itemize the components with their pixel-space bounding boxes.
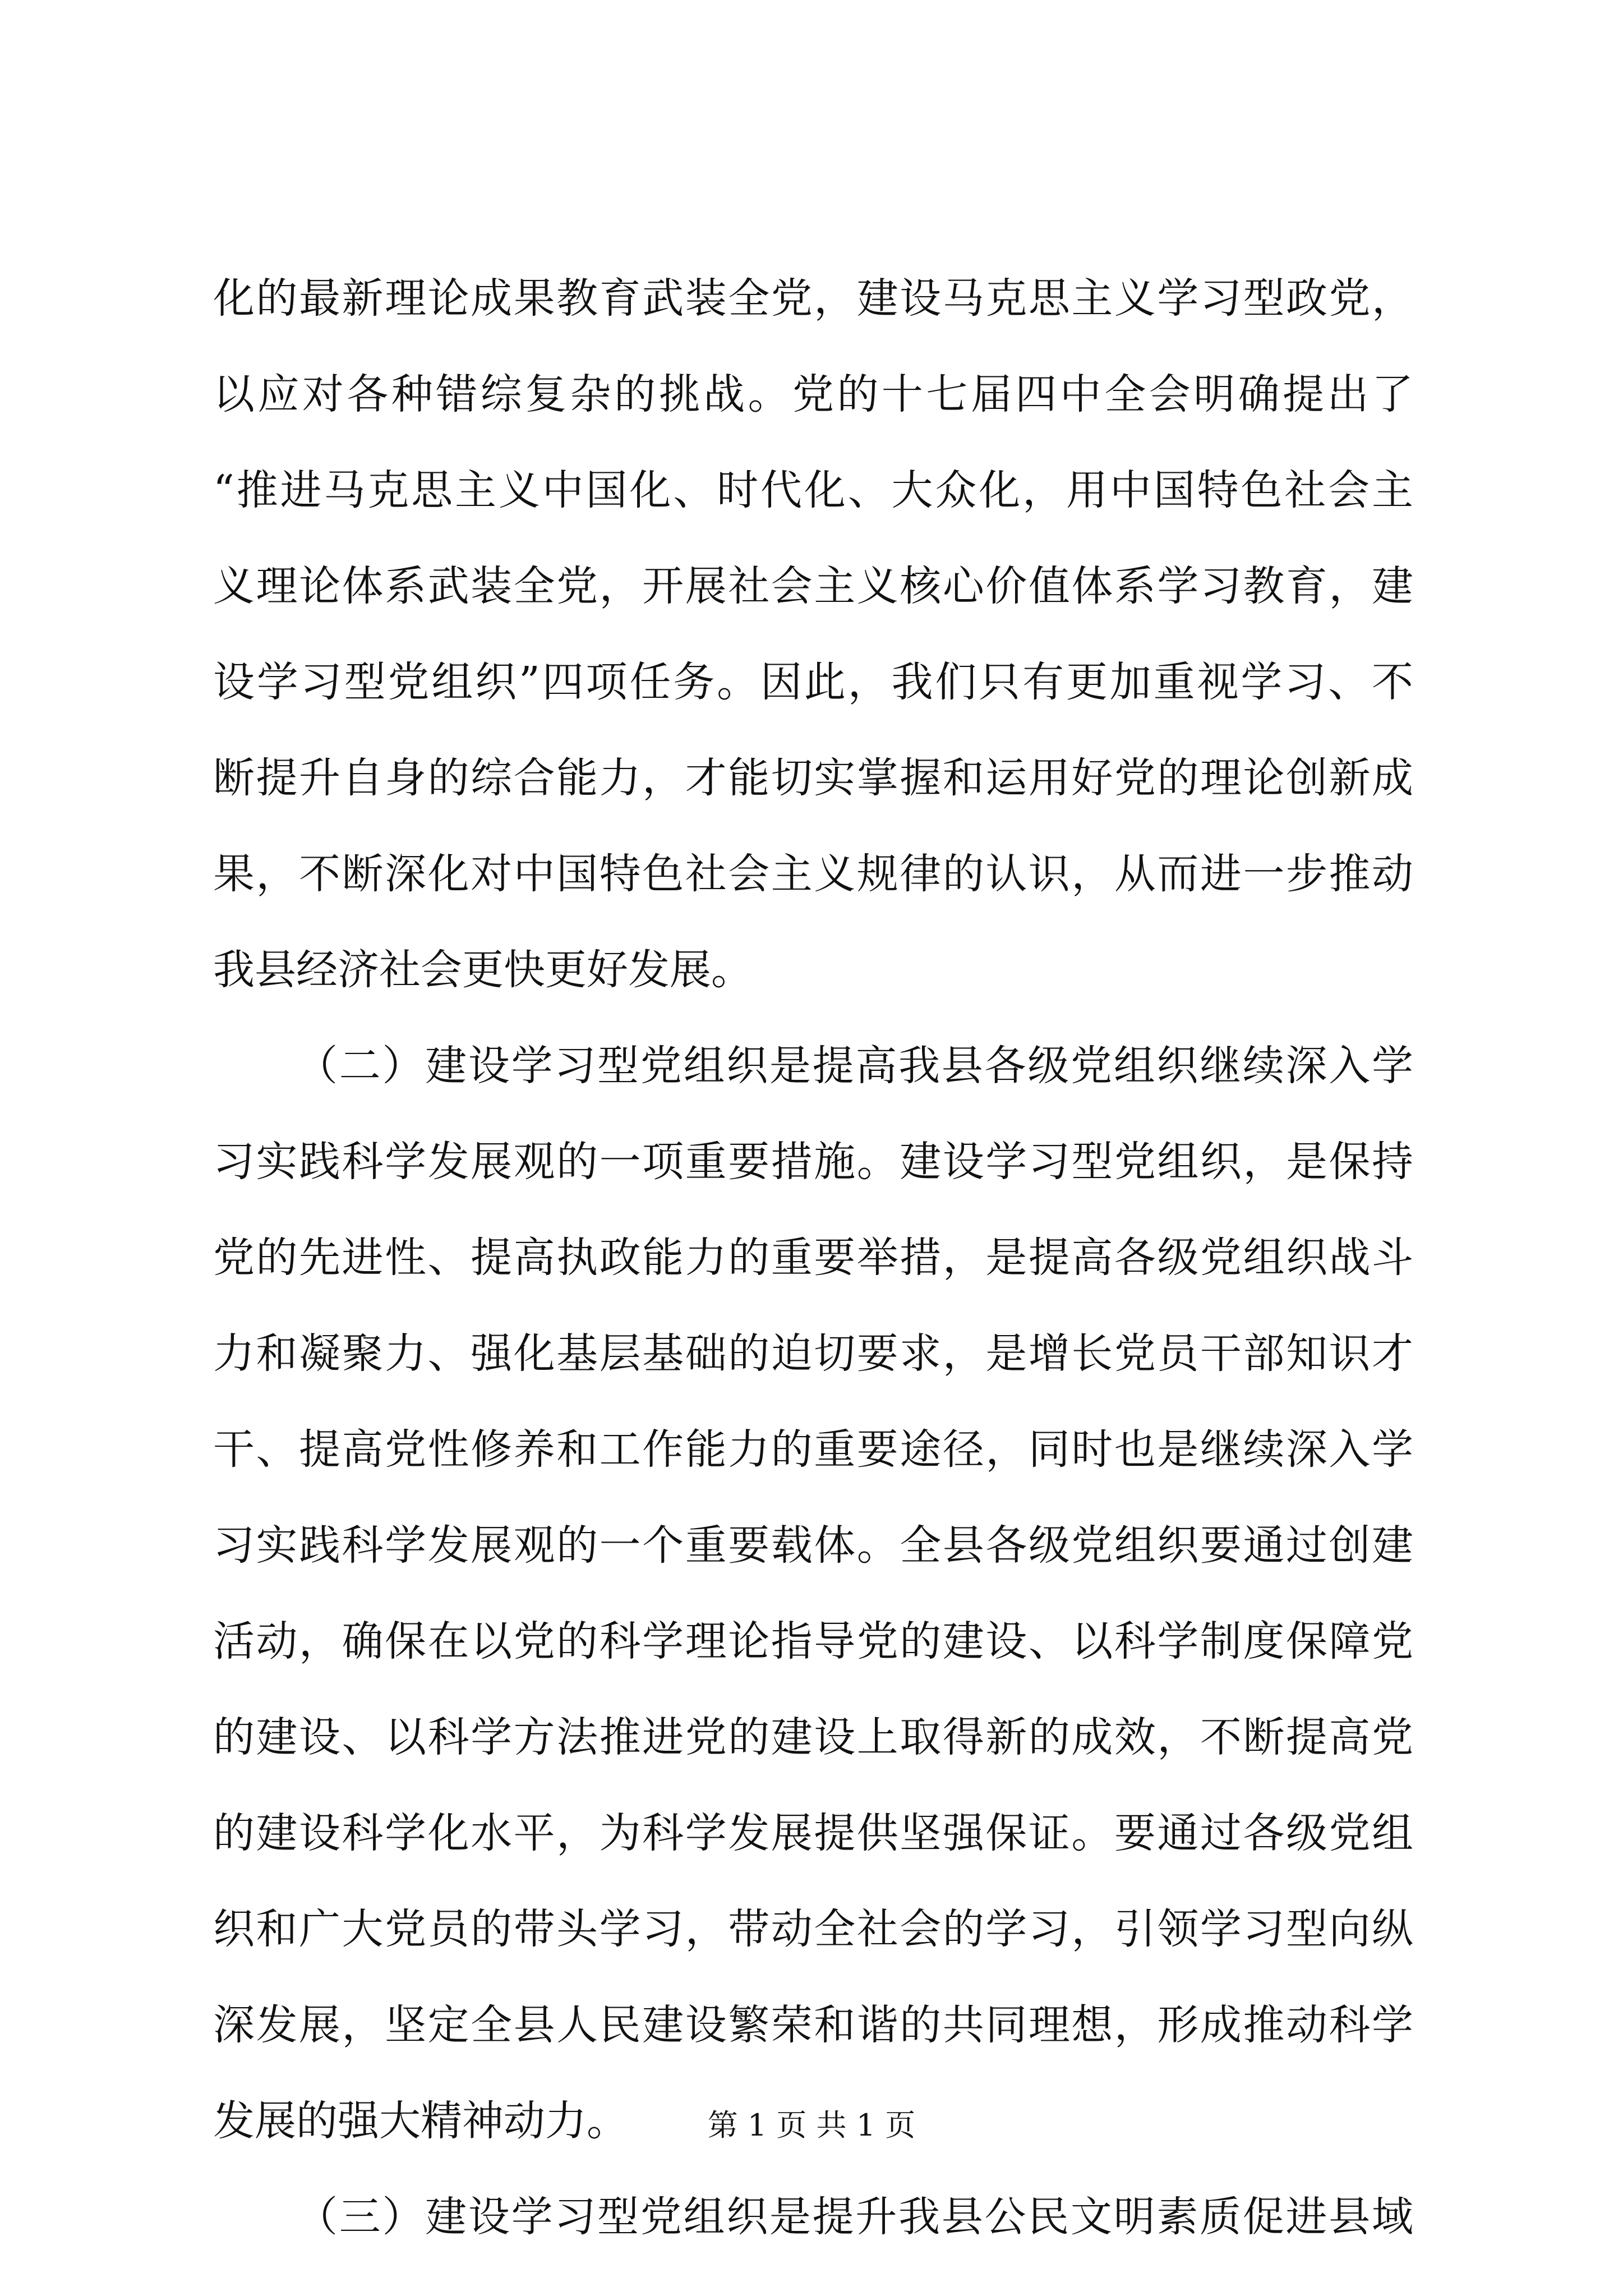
- text-line: 力和凝聚力、强化基层基础的迫切要求，是增长党员干部知识才: [213, 1329, 1413, 1378]
- text-line: 习实践科学发展观的一个重要载体。全县各级党组织要通过创建: [213, 1521, 1413, 1570]
- text-line: 活动，确保在以党的科学理论指导党的建设、以科学制度保障党: [213, 1617, 1413, 1665]
- text-line: 的建设、以科学方法推进党的建设上取得新的成效，不断提高党: [213, 1713, 1413, 1761]
- text-line: 发展的强大精神动力。: [213, 2097, 628, 2145]
- text-line: 断提升自身的综合能力，才能切实掌握和运用好党的理论创新成: [213, 754, 1413, 802]
- text-line: “推进马克思主义中国化、时代化、大众化，用中国特色社会主: [213, 466, 1413, 514]
- text-line: 的建设科学化水平，为科学发展提供坚强保证。要通过各级党组: [213, 1809, 1413, 1857]
- page-footer: 第 1 页 共 1 页: [707, 2108, 916, 2143]
- text-line: 习实践科学发展观的一项重要措施。建设学习型党组织，是保持: [213, 1138, 1413, 1186]
- text-line: 以应对各种错综复杂的挑战。党的十七届四中全会明确提出了: [213, 370, 1413, 418]
- text-line: 我县经济社会更快更好发展。: [213, 946, 753, 994]
- text-line: 义理论体系武装全党，开展社会主义核心价值体系学习教育，建: [213, 562, 1413, 610]
- text-line: 化的最新理论成果教育武装全党，建设马克思主义学习型政党，: [213, 274, 1413, 323]
- text-line: 干、提高党性修养和工作能力的重要途径，同时也是继续深入学: [213, 1425, 1413, 1474]
- text-line: 织和广大党员的带头学习，带动全社会的学习，引领学习型向纵: [213, 1905, 1413, 1953]
- text-line: 果，不断深化对中国特色社会主义规律的认识，从而进一步推动: [213, 850, 1413, 898]
- text-line: 深发展，坚定全县人民建设繁荣和谐的共同理想，形成推动科学: [213, 2001, 1413, 2049]
- paragraph-heading-2: （二）建设学习型党组织是提高我县各级党组织继续深入学: [296, 1042, 1413, 1090]
- text-line: 设学习型党组织”四项任务。因此，我们只有更加重视学习、不: [213, 658, 1413, 706]
- body-text: [213, 251, 1413, 2265]
- text-line: 党的先进性、提高执政能力的重要举措，是提高各级党组织战斗: [213, 1234, 1413, 1282]
- paragraph-heading-3: （三）建设学习型党组织是提升我县公民文明素质促进县域: [296, 2193, 1413, 2241]
